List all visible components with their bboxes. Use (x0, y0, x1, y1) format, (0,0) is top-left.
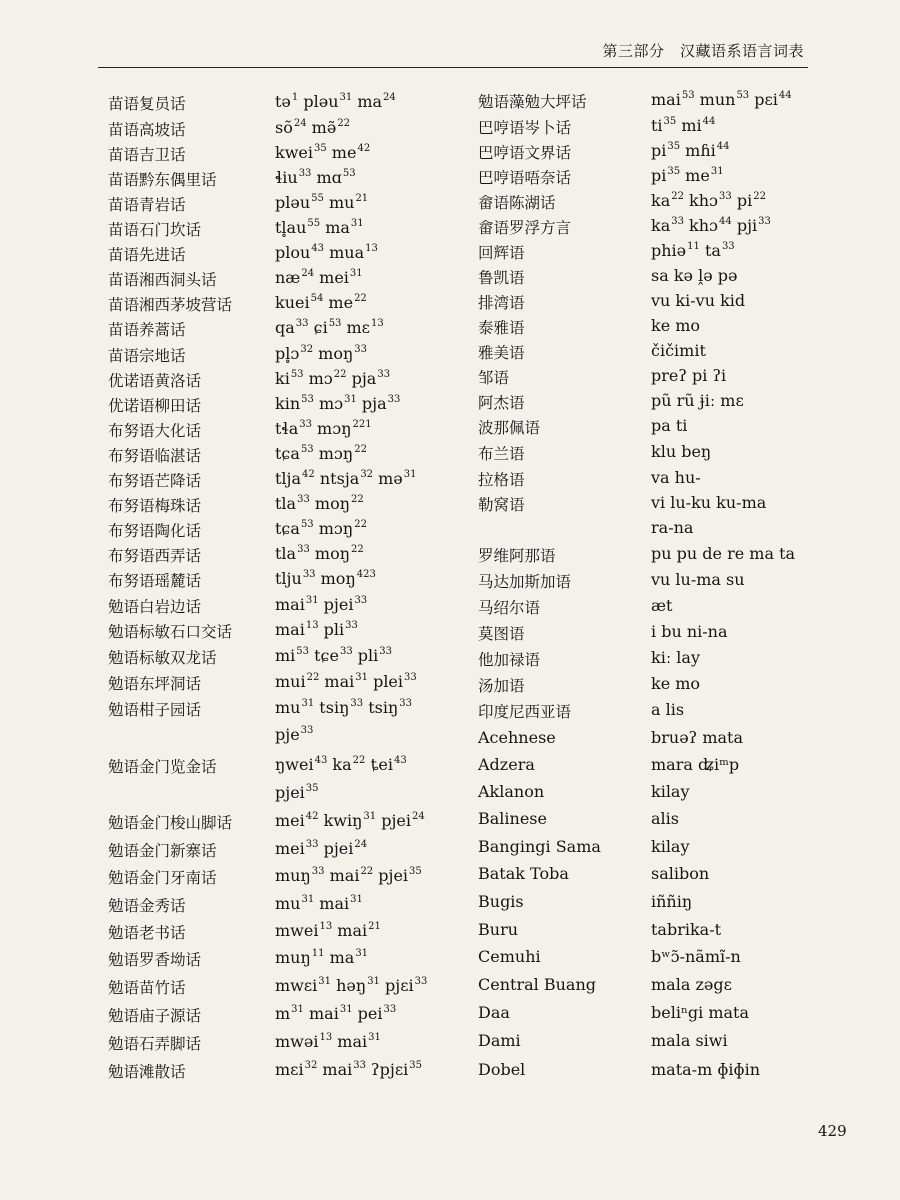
language-name: 勉语苗竹话 (108, 979, 186, 997)
language-name: 马绍尔语 (478, 599, 541, 617)
word-form: $ka^{33}$ khɔ$^{44}$ pji$^{33}$ (651, 216, 771, 235)
language-name: 苗语湘西洞头话 (108, 271, 217, 289)
word-form: čičimit (651, 341, 706, 360)
word-form: æt (651, 596, 673, 615)
language-name: 勉语东坪洞话 (108, 675, 202, 693)
language-name: 勉语金秀话 (108, 897, 186, 915)
language-name: 罗维阿那语 (478, 547, 556, 565)
word-form: mata-m ɸiɸin (651, 1060, 761, 1079)
word-form: kiː lay (651, 648, 700, 667)
language-name: 排湾语 (478, 294, 525, 312)
word-form: $ka^{22}$ khɔ$^{33}$ $pi^{22}$ (651, 191, 766, 210)
word-form: tlja$^{42}$ ntsja$^{32}$ mə$^{31}$ (275, 469, 417, 488)
word-form: ŋwei$^{43}$ $ka^{22}$ ȶei$^{43}$ (275, 755, 407, 774)
word-form: beliⁿgi mata (651, 1003, 749, 1022)
language-name: 布兰语 (478, 445, 525, 463)
word-form: $ti^{35}$ $mi^{44}$ (651, 116, 716, 135)
word-form: salibon (651, 864, 710, 883)
word-form: sa kə ḽə pə (651, 266, 738, 285)
page-number: 429 (818, 1122, 847, 1140)
language-name: 布努语临湛话 (108, 447, 202, 465)
word-form: bʷɔ̃-nãmĩ-n (651, 947, 741, 966)
language-name: 莫图语 (478, 625, 525, 643)
word-form: tabrika-t (651, 920, 722, 939)
word-form: $mu^{31}$ tsiŋ$^{33}$ tsiŋ$^{33}$ (275, 698, 412, 717)
word-form: tla$^{33}$ moŋ$^{22}$ (275, 544, 364, 563)
language-name: Cemuhi (478, 947, 541, 966)
word-form: preʔ pi ʔi (651, 366, 727, 385)
language-name: 勉语滩散话 (108, 1063, 186, 1081)
language-name: 泰雅语 (478, 319, 525, 337)
language-name: 优诺语黄洛话 (108, 372, 202, 390)
word-form: mai$^{53}$ mun$^{53}$ pɛi$^{44}$ (651, 90, 792, 109)
language-name: 苗语高坡话 (108, 121, 186, 139)
language-name: 拉格语 (478, 471, 525, 489)
word-form: pu pu de re ma ta (651, 544, 796, 563)
word-form: tə$^1$ pləu$^{31}$ $ma^{24}$ (275, 92, 396, 111)
word-form: pa ti (651, 416, 688, 435)
language-name: 布努语芒降话 (108, 472, 202, 490)
language-name: 印度尼西亚语 (478, 703, 572, 721)
language-name: 苗语石门坎话 (108, 221, 202, 239)
word-form: pləu$^{55}$ $mu^{21}$ (275, 193, 369, 212)
language-name: 布努语梅珠话 (108, 497, 202, 515)
language-name: 勉语庙子源话 (108, 1007, 202, 1025)
word-form: iññiŋ (651, 892, 693, 911)
language-name: 布努语陶化话 (108, 522, 202, 540)
language-name: 布努语瑶麓话 (108, 572, 202, 590)
language-name: 苗语青岩话 (108, 196, 186, 214)
word-form: mei$^{42}$ kwiŋ$^{31}$ pjei$^{24}$ (275, 811, 425, 830)
language-name: 勉语白岩边话 (108, 598, 202, 616)
word-form: klu beŋ (651, 442, 712, 461)
language-name: 苗语养蒿话 (108, 321, 186, 339)
word-form: mɛi$^{32}$ mai$^{33}$ ʔpjɛi$^{35}$ (275, 1060, 422, 1079)
word-form: mei$^{33}$ pjei$^{24}$ (275, 839, 368, 858)
language-name: Aklanon (478, 782, 545, 801)
word-form: $mu^{31}$ mai$^{31}$ (275, 894, 363, 913)
word-form: $tl̥au^{55}$ $ma^{31}$ (275, 218, 364, 237)
word-form: ra-na (651, 518, 694, 537)
header-rule (98, 67, 808, 68)
word-form: ɬiu$^{33}$ mɑ$^{53}$ (275, 168, 356, 187)
language-name: 苗语湘西茅坡营话 (108, 296, 233, 314)
word-form: $m^{31}$ mai$^{31}$ pei$^{33}$ (275, 1004, 397, 1023)
word-form: kwei$^{35}$ $me^{42}$ (275, 143, 371, 162)
word-form: mara ʥiᵐp (651, 755, 740, 774)
word-form: pũ rũ ɉiː mɛ (651, 391, 744, 410)
word-form: $pi^{35}$ mɦi$^{44}$ (651, 141, 730, 160)
language-name: 苗语先进话 (108, 246, 186, 264)
language-name: Central Buang (478, 975, 596, 994)
language-name: Adzera (478, 755, 535, 774)
word-form: kilay (651, 782, 690, 801)
language-name: 苗语复员话 (108, 95, 186, 113)
language-name: 布努语大化话 (108, 422, 202, 440)
word-form: $ki^{53}$ mɔ$^{22}$ pja$^{33}$ (275, 369, 391, 388)
word-form: i bu ni-na (651, 622, 728, 641)
word-form: phiə$^{11}$ $ta^{33}$ (651, 241, 735, 260)
language-name: 邹语 (478, 369, 510, 387)
word-form: muŋ$^{11}$ $ma^{31}$ (275, 948, 369, 967)
language-name: 畲语罗浮方言 (478, 219, 572, 237)
word-form: muŋ$^{33}$ mai$^{22}$ pjei$^{35}$ (275, 866, 422, 885)
word-form: plou$^{43}$ mua$^{13}$ (275, 243, 378, 262)
word-form: kin$^{53}$ mɔ$^{31}$ pja$^{33}$ (275, 394, 401, 413)
language-name: 勒窝语 (478, 496, 525, 514)
language-name: 苗语吉卫话 (108, 146, 186, 164)
running-header: 第三部分 汉藏语系语言词表 (602, 42, 804, 60)
word-form: mwɛi$^{31}$ həŋ$^{31}$ pjɛi$^{33}$ (275, 976, 428, 995)
word-form: mai$^{13}$ pli$^{33}$ (275, 620, 358, 639)
language-name: 苗语宗地话 (108, 347, 186, 365)
language-name: 勉语金门梭山脚话 (108, 814, 233, 832)
language-name: 巴哼语唔奈话 (478, 169, 572, 187)
word-form: ke mo (651, 316, 701, 335)
word-form: va hu- (651, 468, 701, 487)
language-name: 布努语西弄话 (108, 547, 202, 565)
word-form: mai$^{31}$ pjei$^{33}$ (275, 595, 368, 614)
word-form: pjei$^{35}$ (275, 783, 319, 802)
language-name: 波那佩语 (478, 419, 541, 437)
word-form: kuei$^{54}$ $me^{22}$ (275, 293, 367, 312)
language-name: Acehnese (478, 728, 556, 747)
language-name: Dami (478, 1031, 521, 1050)
language-name: 勉语金门览金话 (108, 758, 217, 776)
word-form: vu lu-ma su (651, 570, 745, 589)
language-name: 勉语罗香坳话 (108, 951, 202, 969)
language-name: 阿杰语 (478, 394, 525, 412)
language-name: 勉语金门牙南话 (108, 869, 217, 887)
language-name: Daa (478, 1003, 510, 1022)
word-form: alis (651, 809, 679, 828)
language-name: Buru (478, 920, 519, 939)
language-name: 雅美语 (478, 344, 525, 362)
language-name: 优诺语柳田话 (108, 397, 202, 415)
word-form: $næ^{24}$ mei$^{31}$ (275, 268, 363, 287)
word-form: mwei$^{13}$ mai$^{21}$ (275, 921, 381, 940)
language-name: 畲语陈湖话 (478, 194, 556, 212)
word-form: mui$^{22}$ mai$^{31}$ plei$^{33}$ (275, 672, 417, 691)
word-form: vu ki-vu kid (651, 291, 746, 310)
word-form: mwəi$^{13}$ mai$^{31}$ (275, 1032, 381, 1051)
language-name: 勉语标敏石口交话 (108, 623, 233, 641)
word-form: tɕa$^{53}$ mɔŋ$^{22}$ (275, 519, 367, 538)
language-name: 勉语柑子园话 (108, 701, 202, 719)
language-name: Batak Toba (478, 864, 569, 883)
word-form: vi lu-ku ku-ma (651, 493, 767, 512)
language-name: 他加禄语 (478, 651, 541, 669)
language-name: Dobel (478, 1060, 526, 1079)
language-name: 回辉语 (478, 244, 525, 262)
word-form: pl̥ɔ$^{32}$ moŋ$^{33}$ (275, 344, 367, 363)
language-name: 巴哼语文界话 (478, 144, 572, 162)
word-form: ke mo (651, 674, 701, 693)
word-form: tɕa$^{53}$ mɔŋ$^{22}$ (275, 444, 367, 463)
word-form: kilay (651, 837, 690, 856)
language-name: Bugis (478, 892, 524, 911)
word-form: $pi^{35}$ $me^{31}$ (651, 166, 724, 185)
language-name: 勉语金门新寨话 (108, 842, 217, 860)
language-name: 马达加斯加语 (478, 573, 572, 591)
word-form: $qa^{33}$ ɕi$^{53}$ mɛ$^{13}$ (275, 318, 384, 337)
language-name: 鲁凯语 (478, 269, 525, 287)
language-name: 汤加语 (478, 677, 525, 695)
language-name: Balinese (478, 809, 547, 828)
word-form: a lis (651, 700, 685, 719)
word-form: $mi^{53}$ tɕe$^{33}$ pli$^{33}$ (275, 646, 393, 665)
language-name: 勉语藻勉大坪话 (478, 93, 587, 111)
word-form: mala zəgɛ (651, 975, 732, 994)
word-form: tlju$^{33}$ moŋ$^{423}$ (275, 569, 376, 588)
language-name: 苗语黔东偶里话 (108, 171, 217, 189)
word-form: $sõ^{24}$ mə̃$^{22}$ (275, 118, 351, 137)
word-form: pje$^{33}$ (275, 725, 314, 744)
language-name: 巴哼语岑卜话 (478, 119, 572, 137)
language-name: 勉语石弄脚话 (108, 1035, 202, 1053)
word-form: bruəʔ mata (651, 728, 744, 747)
language-name: Bangingi Sama (478, 837, 601, 856)
word-form: mala siwi (651, 1031, 728, 1050)
word-form: tɬa$^{33}$ mɔŋ$^{221}$ (275, 419, 372, 438)
word-form: tla$^{33}$ moŋ$^{22}$ (275, 494, 364, 513)
language-name: 勉语老书话 (108, 924, 186, 942)
language-name: 勉语标敏双龙话 (108, 649, 217, 667)
